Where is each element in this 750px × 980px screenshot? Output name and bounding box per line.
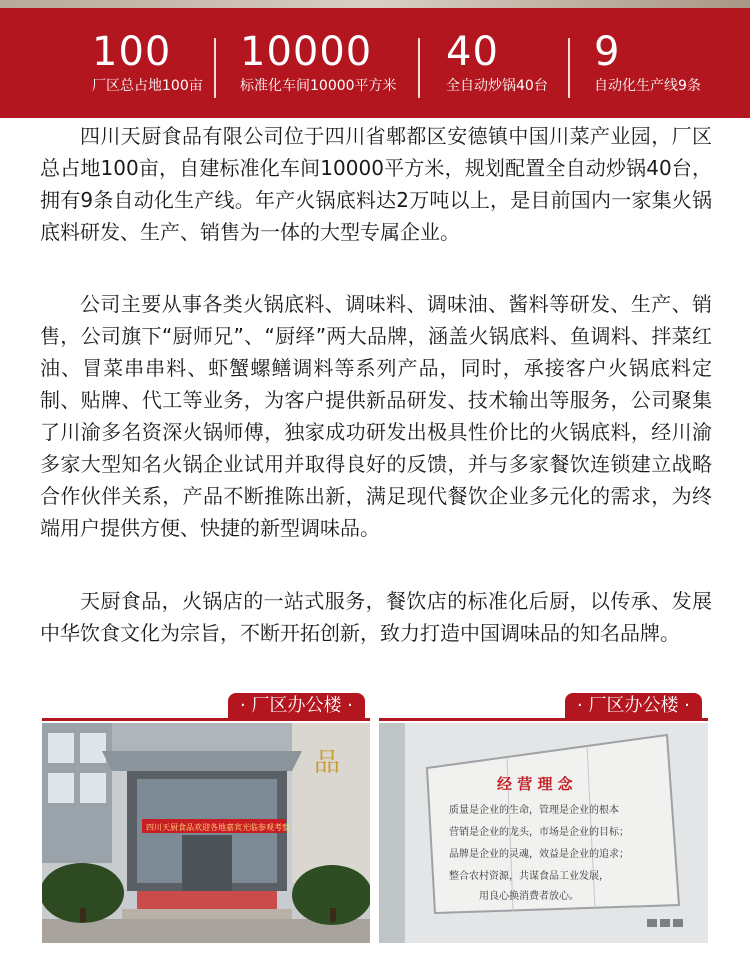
stat-divider xyxy=(568,38,570,98)
stat-divider xyxy=(418,38,420,98)
stat-label: 自动化生产线9条 xyxy=(594,78,701,94)
philosophy-line: 营销是企业的龙头，市场是企业的目标； xyxy=(449,827,629,838)
stat-woks xyxy=(446,30,548,96)
stats-banner xyxy=(0,8,750,118)
stat-divider xyxy=(214,38,216,98)
stat-number: 100 xyxy=(92,29,172,75)
stat-number: 9 xyxy=(594,29,621,75)
stat-lines xyxy=(594,30,701,96)
welcome-banner-text: 四川天厨食品欢迎各地嘉宾光临参观考察 xyxy=(146,823,290,832)
business-philosophy-photo xyxy=(379,723,708,943)
top-photo-strip xyxy=(0,0,750,8)
photo-rule xyxy=(42,718,370,721)
photo-tag: · 厂区办公楼 · xyxy=(565,693,702,719)
stat-workshop xyxy=(240,30,397,96)
stat-area xyxy=(92,30,203,96)
building-sign-text: 品 xyxy=(314,748,341,778)
business-paragraph: 公司主要从事各类火锅底料、调味料、调味油、酱料等研发、生产、销售，公司旗下“厨师兄”、“厨绎”两大品牌，涵盖火锅底料、鱼调料、拌菜红油、冒菜串串料、虾蟹螺鳝调料等系列产品，同时，承接客户火锅底料定制、贴牌、代工等业务，为客户提供新品研发、技术输出等服务，公司聚集了川渝多名资深火锅师傅，独家成功研发出极具性价比的火锅底料，经川渝多家大型知名火锅企业试用并取得良好的反馈，并与多家餐饮连锁建立战略合作伙伴关系，产品不断推陈出新，满足现代餐饮企业多元化的需求，为终端用户提供方便、快捷的新型调味品。 xyxy=(40,292,712,540)
mission-paragraph: 天厨食品，火锅店的一站式服务，餐饮店的标准化后厨，以传承、发展中华饮食文化为宗旨，不断开拓创新，致力打造中国调味品的知名品牌。 xyxy=(40,589,712,645)
stat-label: 标准化车间10000平方米 xyxy=(240,78,397,94)
philosophy-line: 用良心换消费者放心。 xyxy=(479,891,579,902)
photo-rule xyxy=(379,718,708,721)
stat-label: 厂区总占地100亩 xyxy=(92,78,203,94)
philosophy-line: 整合农村资源，共谋食品工业发展， xyxy=(449,871,609,882)
office-entrance-illustration xyxy=(42,723,370,943)
philosophy-line: 品牌是企业的灵魂，效益是企业的追求； xyxy=(449,849,629,860)
philosophy-wall-illustration xyxy=(379,723,708,943)
philosophy-title: 经 营 理 念 xyxy=(497,775,573,793)
stat-number: 40 xyxy=(446,29,499,75)
photo-tag: · 厂区办公楼 · xyxy=(228,693,365,719)
stat-number: 10000 xyxy=(240,29,373,75)
intro-paragraph: 四川天厨食品有限公司位于四川省郫都区安德镇中国川菜产业园，厂区总占地100亩，自建标准化车间10000平方米，规划配置全自动炒锅40台，拥有9条自动化生产线。年产火锅底料达2万吨以上，是目前国内一家集火锅底料研发、生产、销售为一体的大型专属企业。 xyxy=(40,124,712,244)
stat-label: 全自动炒锅40台 xyxy=(446,78,548,94)
office-building-photo xyxy=(42,723,370,943)
philosophy-line: 质量是企业的生命，管理是企业的根本 xyxy=(449,805,619,816)
